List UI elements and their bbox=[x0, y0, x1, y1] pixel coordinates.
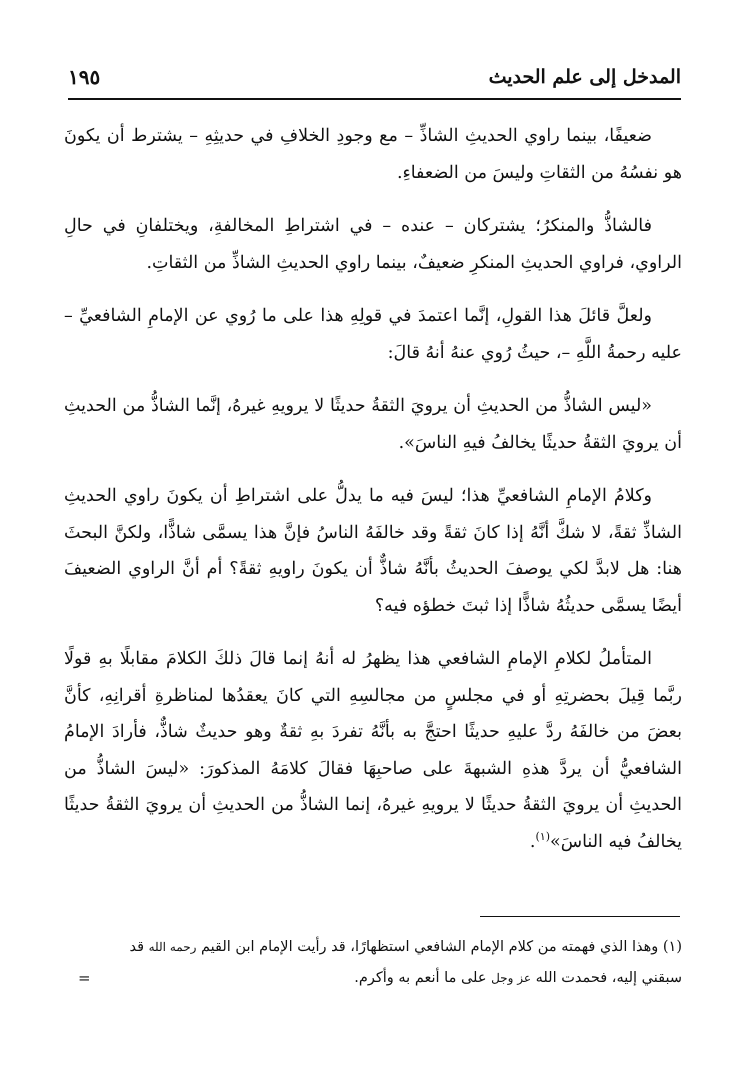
footnote-reference[interactable]: (١) bbox=[535, 829, 551, 843]
main-text bbox=[64, 118, 682, 877]
footnote-text-2: سبقني إليه، فحمدت الله bbox=[535, 970, 682, 986]
page-number: ١٩٥ bbox=[68, 65, 101, 89]
footnote-line-2-text bbox=[354, 963, 682, 994]
continuation-mark: = bbox=[78, 969, 91, 987]
paragraph-6-text: المتأملُ لكلامِ الإمامِ الشافعي هذا يظهرُ له أنهُ إنما قالَ ذلكَ الكلامَ مقابلًا بهِ قولًا ربَّما قِيلَ بحضرتِهِ أو في مجلسٍ من مجالسِهِ التي كانَ يعقدُها لمناظرةِ أقرانِهِ، كأنَّ بعضَ من خالفَهُ ردَّ عليهِ حديثًا احتجَّ به بأنَّهُ تفردَ بهِ ثقةٌ وهو حديثٌ شاذٌّ، فأرادَ الإمامُ الشافعيُّ أن يردَّ هذهِ الشبهةَ على صاحبِهَا فقالَ كلامَهُ المذكورَ: «ليسَ الشاذُّ من الحديثِ أن يرويَ الثقةُ حديثًا لا يرويهِ غيرهُ، إنما الشاذُّ من الحديثِ أن يرويَ الثقةُ حديثًا يخالفُ فيه الناسَ» bbox=[64, 649, 682, 852]
paragraph-2: فالشاذُّ والمنكرُ؛ يشتركان – عنده – في اشتراطِ المخالفةِ، ويختلفانِ في حالِ الراوي، فراوي الحديثِ المنكرِ ضعيفٌ، بينما راوي الحديثِ الشاذِّ من الثقاتِ. bbox=[64, 216, 682, 273]
shafii-quote: «ليس الشاذُّ من الحديثِ أن يرويَ الثقةُ حديثًا لا يرويهِ غيرهُ، إنَّما الشاذُّ من الحديثِ أن يرويَ الثقةُ حديثًا يخالفُ فيهِ الناسَ». bbox=[64, 396, 682, 453]
footnote-text-2-end: على ما أنعم به وأكرم. bbox=[354, 970, 487, 986]
paragraph-3: ولعلَّ قائلَ هذا القولِ، إنَّما اعتمدَ في قولِهِ هذا على ما رُوي عن الإمامِ الشافعيِّ – عليه رحمةُ اللَّهِ –، حيثُ رُوي عنهُ أنهُ قالَ: bbox=[64, 306, 682, 363]
header-rule bbox=[68, 98, 681, 100]
footnote-text-1-end: قد bbox=[129, 939, 144, 955]
running-title: المدخل إلى علم الحديث bbox=[488, 66, 681, 88]
footnote-1-line-2 bbox=[64, 963, 682, 994]
honorific-symbol-azza-wajal: عز وجل bbox=[491, 971, 531, 985]
page-header bbox=[68, 60, 681, 94]
honorific-symbol-rahimahullah: رحمه الله bbox=[148, 940, 197, 954]
paragraph-1: ضعيفًا، بينما راوي الحديثِ الشاذِّ – مع وجودِ الخلافِ في حديثِهِ – يشترط أن يكونَ هو نفسُهُ من الثقاتِ وليسَ من الضعفاءِ. bbox=[64, 126, 682, 183]
paragraph-6: المتأملُ لكلامِ الإمامِ الشافعي هذا يظهرُ له أنهُ إنما قالَ ذلكَ الكلامَ مقابلًا بهِ قولًا ربَّما قِيلَ بحضرتِهِ أو في مجلسٍ من مجالسِهِ التي كانَ يعقدُها لمناظرةِ أقرانِهِ، كأنَّ بعضَ من خالفَهُ ردَّ عليهِ حديثًا احتجَّ به بأنَّهُ تفردَ بهِ ثقةٌ وهو حديثٌ شاذٌّ، فأرادَ الإمامُ الشافعيُّ أن يردَّ هذهِ الشبهةَ على صاحبِهَا فقالَ كلامَهُ المذكورَ: «ليسَ الشاذُّ من الحديثِ أن يرويَ الثقةُ حديثًا لا يرويهِ غيرهُ، إنما الشاذُّ من الحديثِ أن يرويَ الثقةُ حديثًا يخالفُ فيه الناسَ»$^{(١)}$. bbox=[64, 649, 682, 852]
paragraph-5: وكلامُ الإمامِ الشافعيِّ هذا؛ ليسَ فيه ما يدلُّ على اشتراطِ أن يكونَ راوي الحديثِ الشاذِّ ثقةً، لا شكَّ أنَّهُ إذا كانَ ثقةً وقد خالفَهُ الناسُ فإنَّ هذا يسمَّى شاذًّا، ولكنَّ البحثَ هنا: هل لابدَّ لكي يوصفَ الحديثُ بأنَّهُ شاذٌّ أن يكونَ راويهِ ثقةً؟ أم أنَّ الراوي الضعيفَ أيضًا يسمَّى حديثُهُ شاذًّا إذا ثبتَ خطؤه فيه؟ bbox=[64, 486, 682, 616]
footnote-1-line-1 bbox=[64, 932, 682, 963]
footnote-text-1: (١) وهذا الذي فهمته من كلام الإمام الشافعي استظهارًا، قد رأيت الإمام ابن القيم bbox=[201, 939, 682, 955]
footnotes bbox=[64, 932, 682, 994]
footnote-separator bbox=[480, 916, 680, 917]
